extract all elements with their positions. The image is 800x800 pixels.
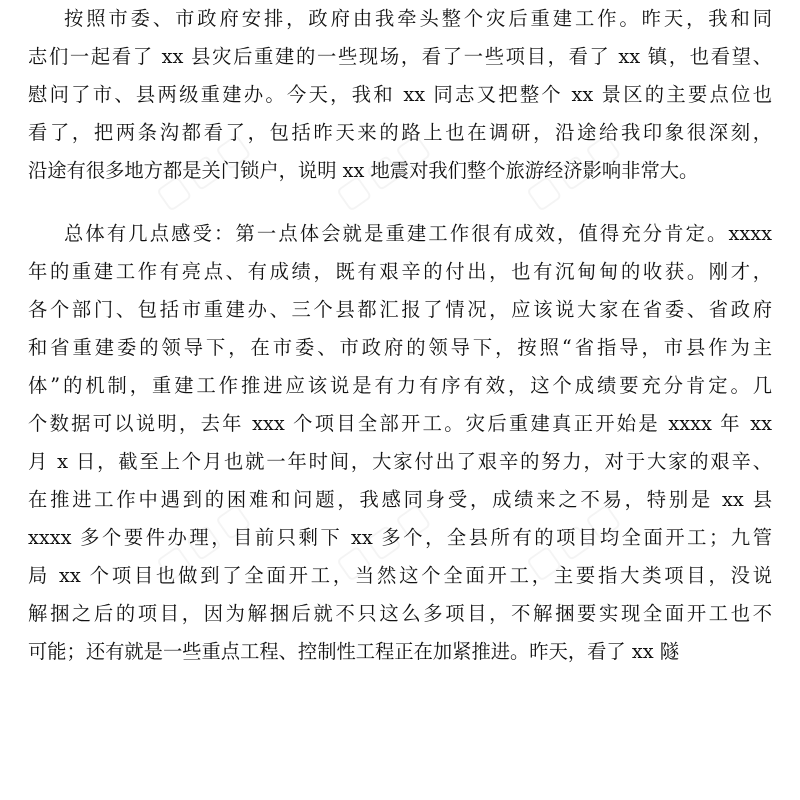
watermark: ▢▢▢ xyxy=(518,492,631,588)
paragraph-1-line-5: 沿途有很多地方都是关门锁户，说明 xx 地震对我们整个旅游经济影响非常大。 xyxy=(28,159,699,182)
paragraph-1-line-2: 志们一起看了 xx 县灾后重建的一些现场，看了一些项目，看了 xx 镇，也看望、 xyxy=(28,45,772,68)
paragraph-2-line-12: 可能；还有就是一些重点工程、控制性工程正在加紧推进。昨天，看了 xx 隧 xyxy=(28,640,680,663)
paragraph-2-line-9: xxxx 多个要件办理，目前只剩下 xx 多个，全县所有的项目均全面开工；九管 xyxy=(28,526,772,549)
paragraph-2-line-10: 局 xx 个项目也做到了全面开工，当然这个全面开工，主要指大类项目，没说 xyxy=(28,564,772,587)
watermark: ▢▢▢ xyxy=(148,122,261,218)
paragraph-2-line-5: 体”的机制，重建工作推进应该说是有力有序有效，这个成绩要充分肯定。几 xyxy=(28,374,772,397)
paragraph-2-line-11: 解捆之后的项目，因为解捆后就不只这么多项目，不解捆要实现全面开工也不 xyxy=(28,602,772,625)
paragraph-2-line-6: 个数据可以说明，去年 xxx 个项目全部开工。灾后重建真正开始是 xxxx 年 xx xyxy=(28,412,772,435)
paragraph-1-line-3: 慰问了市、县两级重建办。今天，我和 xx 同志又把整个 xx 景区的主要点位也 xyxy=(28,83,772,106)
paragraph-2-line-3: 各个部门、包括市重建办、三个县都汇报了情况，应该说大家在省委、省政府 xyxy=(28,298,772,321)
watermark: ▢▢▢ xyxy=(328,492,441,588)
paragraph-2-line-4: 和省重建委的领导下，在市委、市政府的领导下，按照“省指导，市县作为主 xyxy=(28,336,772,359)
paragraph-2-line-8: 在推进工作中遇到的困难和问题，我感同身受，成绩来之不易，特别是 xx 县 xyxy=(28,488,772,511)
paragraph-1-line-1: 按照市委、市政府安排，政府由我牵头整个灾后重建工作。昨天，我和同 xyxy=(64,7,772,30)
watermark: ▢▢▢ xyxy=(328,122,441,218)
paragraph-2-line-1: 总体有几点感受：第一点体会就是重建工作很有成效，值得充分肯定。xxxx xyxy=(64,222,772,245)
paragraph-2-line-2: 年的重建工作有亮点、有成绩，既有艰辛的付出，也有沉甸甸的收获。刚才， xyxy=(28,260,772,283)
watermark: ▢▢▢ xyxy=(518,122,631,218)
paragraph-2-line-7: 月 x 日，截至上个月也就一年时间，大家付出了艰辛的努力，对于大家的艰辛、 xyxy=(28,450,772,473)
paragraph-1-line-4: 看了，把两条沟都看了，包括昨天来的路上也在调研，沿途给我印象很深刻， xyxy=(28,121,772,144)
watermark: ▢▢▢ xyxy=(148,492,261,588)
